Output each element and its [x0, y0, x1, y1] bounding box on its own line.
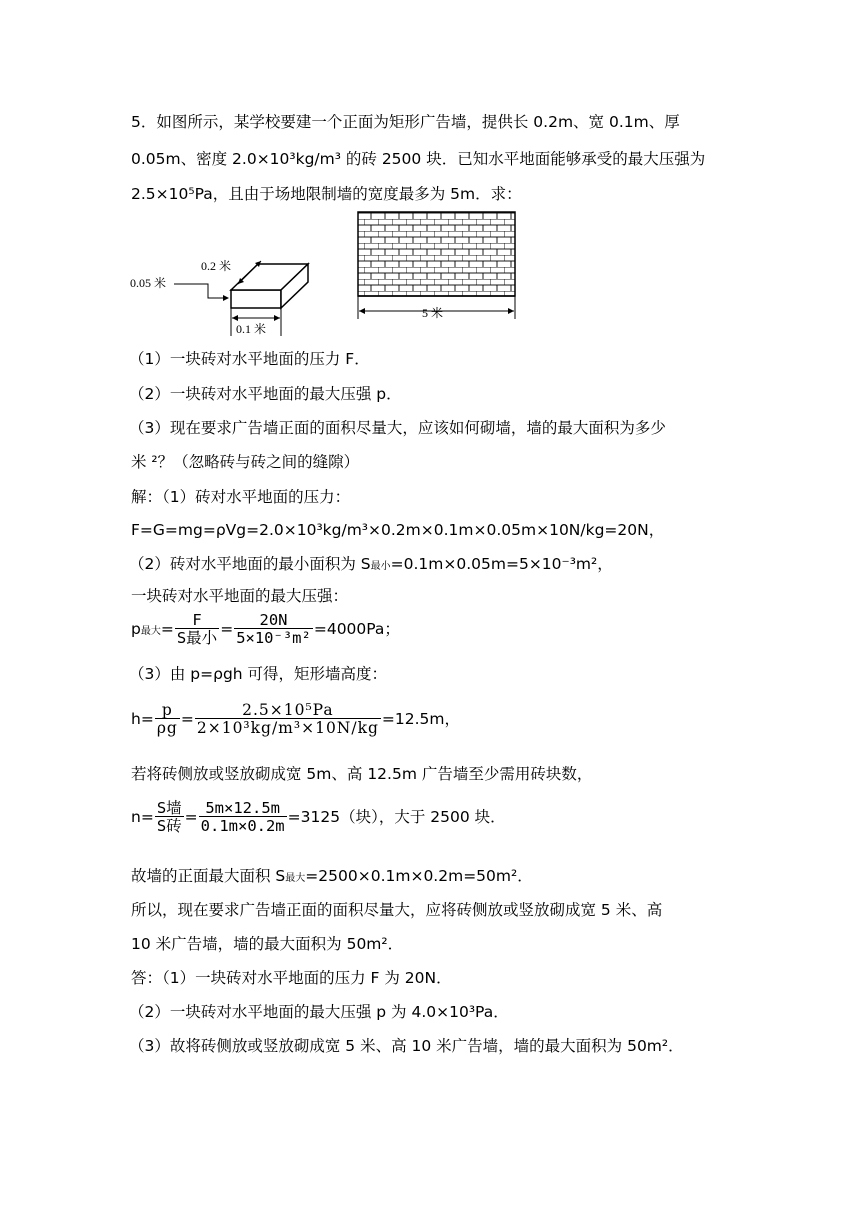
fraction-numerator: 5m×12.5m — [199, 800, 287, 817]
min-area-value: =0.1m×0.05m=5×10⁻³m²， — [390, 555, 613, 573]
solution-line-2: F=G=mg=ρVg=2.0×10³kg/m³×0.2m×0.1m×0.05m×10N/kg=20N， — [131, 521, 665, 539]
solution-line-1: 解：（1）砖对水平地面的压力： — [131, 488, 351, 506]
problem-line-2: 0.05m、密度 2.0×10³kg/m³ 的砖 2500 块．已知水平地面能够承受的最大压强为 — [131, 150, 706, 168]
fraction-denominator: S砖 — [156, 817, 182, 835]
answer-1: 答：（1）一块砖对水平地面的压力 F 为 20N． — [131, 969, 452, 987]
question-3-line-1: （3）现在要求广告墙正面的面积尽量大，应该如何砌墙，墙的最大面积为多少 — [129, 419, 666, 437]
max-area-value: =2500×0.1m×0.2m=50m²． — [305, 867, 533, 885]
fraction-denominator: 5×10⁻³m² — [236, 629, 311, 647]
question-1: （1）一块砖对水平地面的压力 F． — [129, 350, 370, 368]
fraction-numerator: p — [155, 702, 180, 719]
solution-line-10 — [131, 866, 533, 889]
count-result: =3125（块），大于 2500 块． — [287, 808, 506, 826]
height-fraction-numeric — [195, 702, 381, 737]
count-lhs: n= — [131, 808, 154, 826]
answer-2: （2）一块砖对水平地面的最大压强 p 为 4.0×10³Pa． — [129, 1003, 509, 1021]
brick-length-label: 0.2 米 — [201, 259, 232, 273]
pressure-lhs: p — [131, 620, 141, 638]
solution-line-3 — [129, 554, 613, 577]
brick-count-formula: n= $\frac{\text{S墙}}{\text{S砖}}$ = $\frac{5m\times 12.5m}{0.1m\times 0.2m}$ =3125（块），大于 2500 块． — [131, 799, 506, 835]
fraction-numerator: 2.5×10⁵Pa — [195, 702, 381, 719]
pressure-fraction-symbolic — [175, 612, 219, 647]
brick-figure — [128, 244, 328, 344]
question-2: （2）一块砖对水平地面的最大压强 p． — [129, 385, 402, 403]
min-area-subscript: 最小 — [370, 561, 391, 572]
solution-line-4: 一块砖对水平地面的最大压强： — [131, 587, 349, 605]
fraction-denominator: 2×10³kg/m³×10N/kg — [196, 719, 379, 737]
height-result: =12.5m， — [381, 710, 461, 728]
max-area-subscript: 最大 — [285, 873, 306, 884]
min-area-text: （2）砖对水平地面的最小面积为 S — [129, 555, 371, 573]
solution-line-8: 若将砖侧放或竖放砌成宽 5m、高 12.5m 广告墙至少需用砖块数， — [131, 765, 593, 783]
wall-figure — [350, 207, 530, 327]
fraction-denominator: 0.1m×0.2m — [200, 817, 285, 835]
count-fraction-symbolic — [155, 800, 184, 835]
fraction-numerator: F — [175, 612, 219, 629]
height-lhs: h= — [131, 710, 154, 728]
wall-width-label: 5 米 — [422, 306, 444, 320]
pressure-lhs-subscript: 最大 — [140, 626, 161, 637]
problem-line-1: 5．如图所示，某学校要建一个正面为矩形广告墙，提供长 0.2m、宽 0.1m、厚 — [131, 113, 680, 131]
count-fraction-numeric — [199, 800, 287, 835]
fraction-denominator: S最小 — [176, 629, 218, 647]
fraction-numerator: 20N — [234, 612, 313, 629]
question-3-line-2: 米 ²？（忽略砖与砖之间的缝隙） — [131, 453, 360, 471]
pressure-formula: p最大= $\frac{F}{\text{S最小}}$ = $\frac{20N}{\text{5×10⁻³m²}}$ =4000Pa； — [131, 611, 400, 647]
brick-thickness-label: 0.05 米 — [130, 276, 167, 290]
solution-line-12: 10 米广告墙，墙的最大面积为 50m²． — [131, 935, 404, 953]
solution-line-11: 所以，现在要求广告墙正面的面积尽量大，应将砖侧放或竖放砌成宽 5 米、高 — [131, 901, 663, 919]
fraction-numerator: S墙 — [156, 799, 182, 817]
brick-width-label: 0.1 米 — [236, 322, 267, 336]
height-formula: h= $\frac{p}{\rho g}$ = $\frac{\text{2.5×10⁵Pa}}{\text{2×10³kg/m³×10N/kg}}$ =12.5m， — [131, 701, 461, 737]
problem-line-3: 2.5×10⁵Pa，且由于场地限制墙的宽度最多为 5m．求： — [131, 185, 522, 203]
height-fraction-symbolic — [155, 702, 180, 737]
answer-3: （3）故将砖侧放或竖放砌成宽 5 米、高 10 米广告墙，墙的最大面积为 50m²． — [129, 1037, 684, 1055]
max-area-text: 故墙的正面最大面积 S — [131, 867, 286, 885]
pressure-fraction-numeric — [234, 612, 313, 647]
pressure-result: =4000Pa； — [313, 620, 400, 638]
fraction-denominator: ρg — [156, 719, 178, 737]
solution-line-6: （3）由 p=ρgh 可得，矩形墙高度： — [129, 665, 388, 683]
